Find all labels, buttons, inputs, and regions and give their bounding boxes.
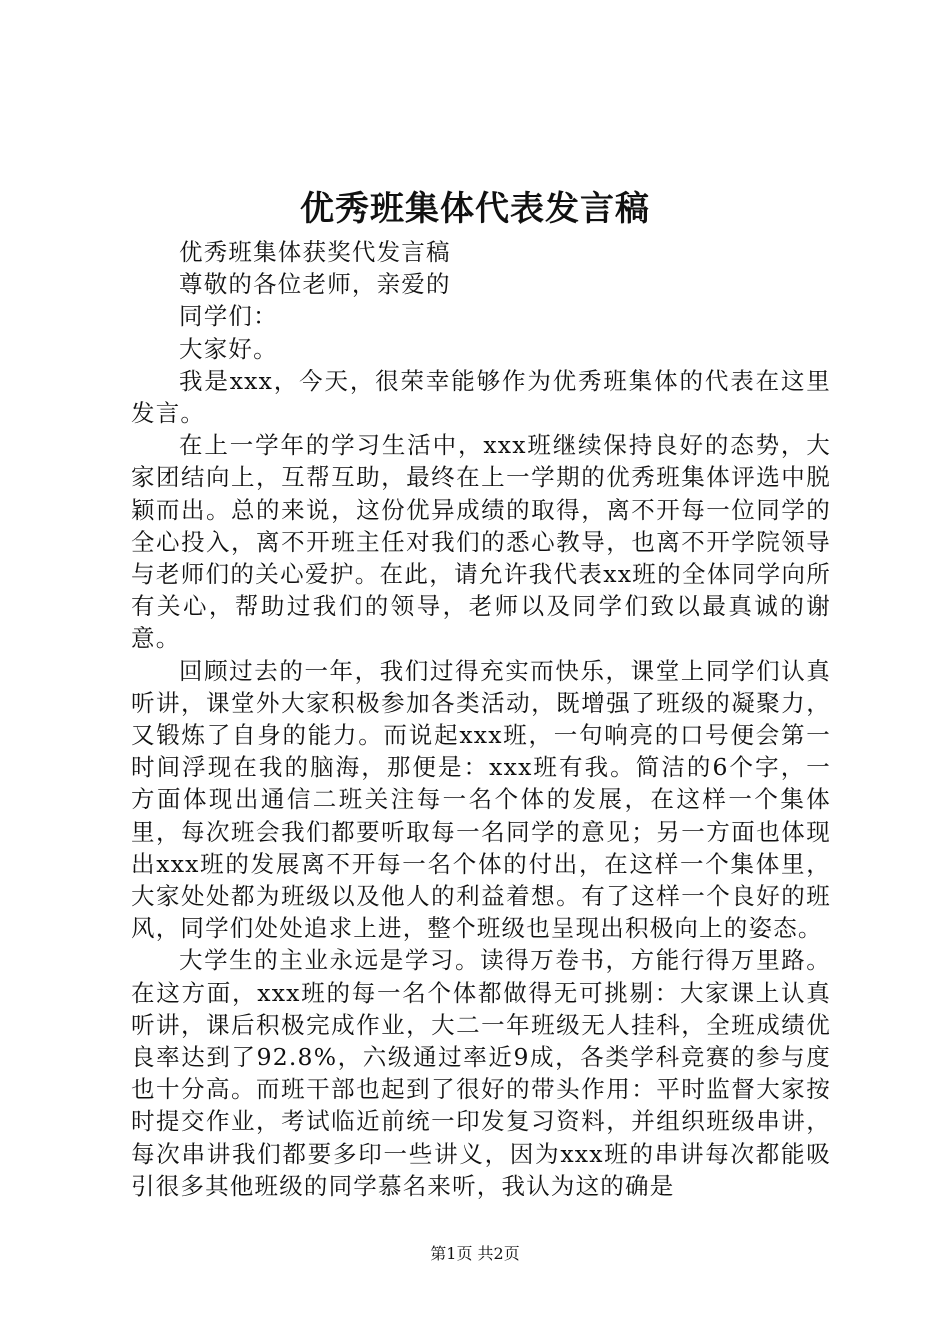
document-title: 优秀班集体代表发言稿 [300, 189, 650, 229]
page-footer: 第1页 共2页 [430, 1244, 520, 1263]
paragraph-study: 大学生的主业永远是学习。读得万卷书，方能行得万里路。在这方面，xxx班的每一名个体都做得无可挑剔：大家课上认真听讲，课后积极完成作业，大二一年班级无人挂科，全班成绩优良率达到了92.8%，六级通过率近9成，各类学科竞赛的参与度也十分高。而班干部也起到了很好的带头作用：平时监督大家按时提交作业，考试临近前统一印发复习资料，并组织班级串讲，每次串讲我们都要多印一些讲义，因为xxx班的串讲每次都能吸引很多其他班级的同学慕名来听，我认为这的确是 [131, 946, 831, 1200]
paragraph-salutation-students: 同学们： [179, 302, 278, 331]
paragraph-achievement: 在上一学年的学习生活中，xxx班继续保持良好的态势，大家团结向上，互帮互助，最终在上一学期的优秀班集体评选中脱颖而出。总的来说，这份优异成绩的取得，离不开每一位同学的全心投入，离不开班主任对我们的悉心教导，也离不开学院领导与老师们的关心爱护。在此，请允许我代表xx班的全体同学向所有关心，帮助过我们的领导，老师以及同学们致以最真诚的谢意。 [131, 431, 831, 653]
paragraph-introduction: 我是xxx，今天，很荣幸能够作为优秀班集体的代表在这里发言。 [131, 366, 831, 428]
document-body [131, 236, 831, 1202]
paragraph-review: 回顾过去的一年，我们过得充实而快乐，课堂上同学们认真听讲，课堂外大家积极参加各类活动，既增强了班级的凝聚力，又锻炼了自身的能力。而说起xxx班，一句响亮的口号便会第一时间浮现在我的脑海，那便是：xxx班有我。简洁的6个字，一方面体现出通信二班关注每一名个体的发展，在这样一个集体里，每次班会我们都要听取每一名同学的意见；另一方面也体现出xxx班的发展离不开每一名个体的付出，在这样一个集体里，大家处处都为班级以及他人的利益着想。有了这样一个良好的班风，同学们处处追求上进，整个班级也呈现出积极向上的姿态。 [131, 656, 831, 943]
paragraph-award-heading: 优秀班集体获奖代发言稿 [179, 238, 451, 266]
paragraph-greeting: 大家好。 [179, 334, 278, 363]
paragraph-salutation-teachers: 尊敬的各位老师，亲爱的 [179, 270, 451, 299]
